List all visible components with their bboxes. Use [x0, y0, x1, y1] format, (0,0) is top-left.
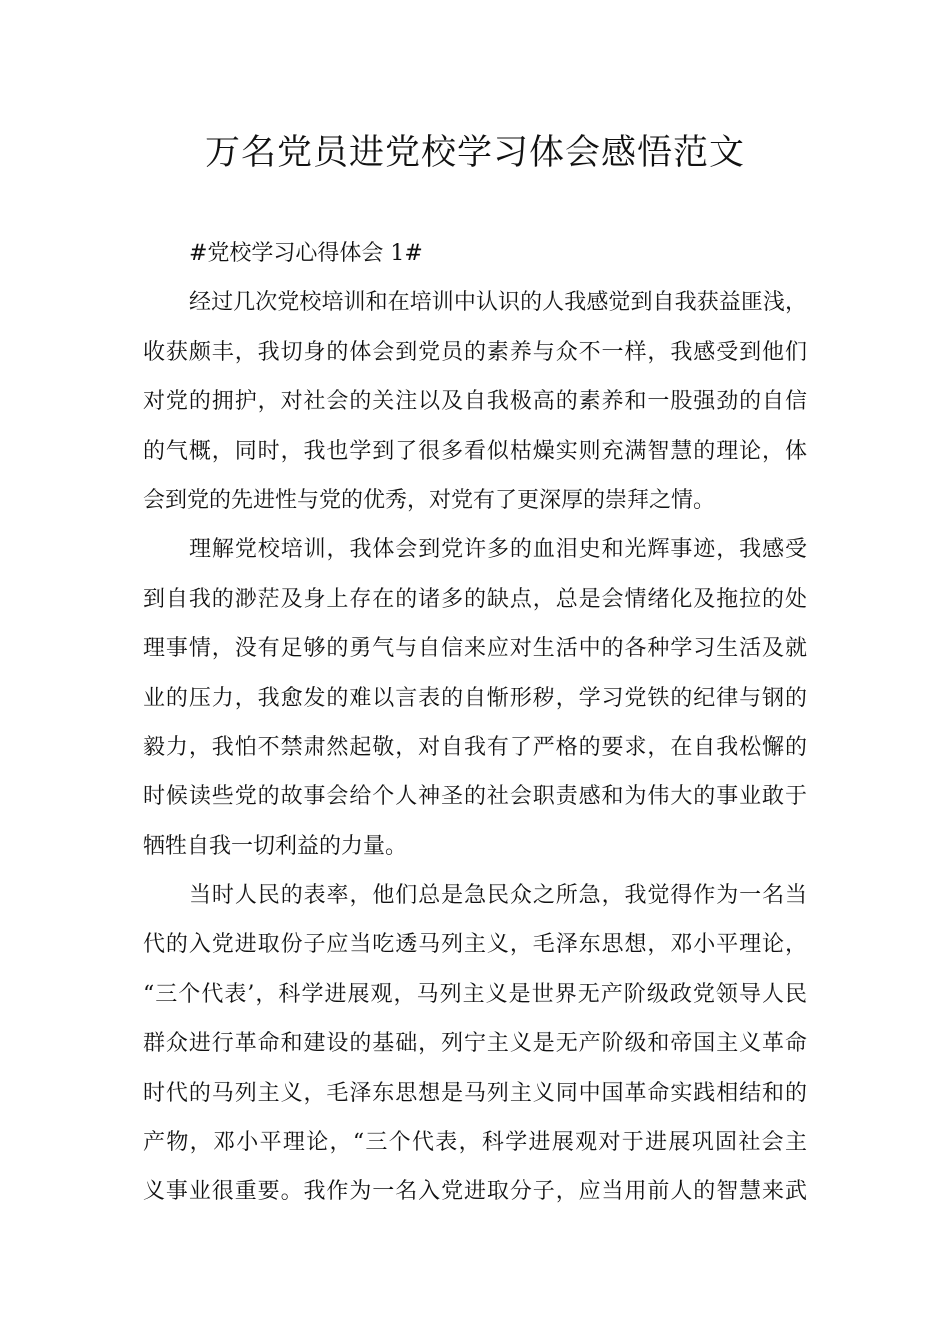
- paragraph-3-line-5: 时代的马列主义，毛泽东思想是马列主义同中国革命实践相结和的: [143, 1080, 807, 1106]
- paragraph-3-line-2: 代的入党进取份子应当吃透马列主义，毛泽东思想，邓小平理论，: [143, 932, 807, 958]
- paragraph-1-line-5: 会到党的先进性与党的优秀，对党有了更深厚的崇拜之情。: [143, 487, 716, 513]
- section-heading: #党校学习心得体会 1#: [189, 241, 423, 266]
- paragraph-2-line-4: 业的压力，我愈发的难以言表的自惭形秽，学习党铁的纪律与钢的: [143, 685, 807, 711]
- paragraph-3-line-6: 产物，邓小平理论，“三个代表，科学进展观对于进展巩固社会主: [143, 1130, 807, 1156]
- paragraph-3-line-1: 当时人民的表率，他们总是急民众之所急，我觉得作为一名当: [189, 883, 807, 909]
- paragraph-1-line-4: 的气概，同时，我也学到了很多看似枯燥实则充满智慧的理论，体: [143, 438, 807, 464]
- paragraph-2-line-6: 时候读些党的故事会给个人神圣的社会职责感和为伟大的事业敢于: [143, 784, 807, 810]
- document-body: [143, 229, 807, 1217]
- document-title: 万名党员进党校学习体会感悟范文: [204, 133, 745, 173]
- paragraph-3-line-4: 群众进行革命和建设的基础，列宁主义是无产阶级和帝国主义革命: [143, 1031, 807, 1057]
- paragraph-2-line-7: 牺牲自我一切利益的力量。: [143, 833, 408, 859]
- paragraph-3-line-3: “三个代表’，科学进展观，马列主义是世界无产阶级政党领导人民: [143, 981, 807, 1007]
- paragraph-2-line-2: 到自我的渺茫及身上存在的诸多的缺点，总是会情绪化及拖拉的处: [143, 586, 807, 612]
- paragraph-1-line-3: 对党的拥护，对社会的关注以及自我极高的素养和一股强劲的自信: [143, 389, 807, 415]
- paragraph-2-line-3: 理事情，没有足够的勇气与自信来应对生活中的各种学习生活及就: [143, 636, 807, 662]
- paragraph-1-line-1: 经过几次党校培训和在培训中认识的人我感觉到自我获益匪浅，: [189, 290, 807, 316]
- paragraph-2-line-1: 理解党校培训，我体会到党许多的血泪史和光辉事迹，我感受: [189, 537, 807, 563]
- paragraph-3-line-7: 义事业很重要。我作为一名入党进取分子，应当用前人的智慧来武: [143, 1179, 807, 1205]
- paragraph-2-line-5: 毅力，我怕不禁肃然起敬，对自我有了严格的要求，在自我松懈的: [143, 734, 807, 760]
- paragraph-1-line-2: 收获颇丰，我切身的体会到党员的素养与众不一样，我感受到他们: [143, 339, 807, 365]
